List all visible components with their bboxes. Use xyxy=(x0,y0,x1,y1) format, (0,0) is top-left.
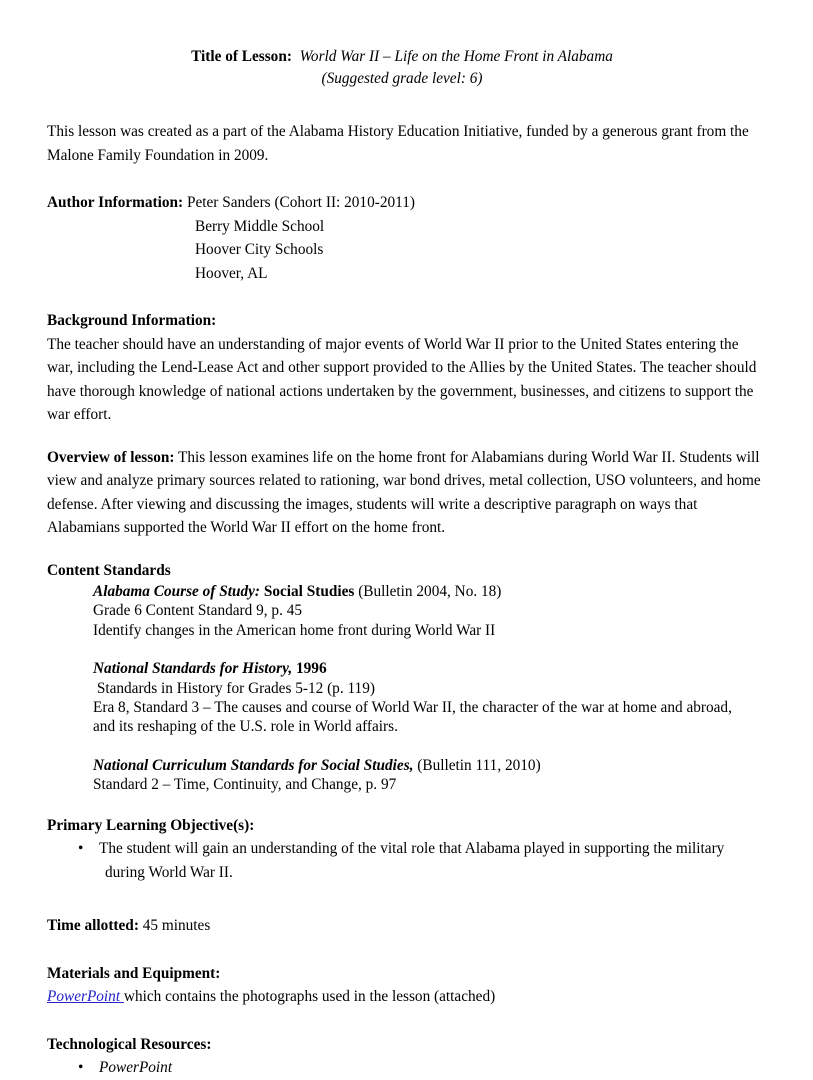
suggested-grade-value: 6) xyxy=(465,70,483,87)
title-block xyxy=(47,46,765,90)
objective-text xyxy=(99,837,765,884)
spacer xyxy=(47,90,765,114)
alabama-standard-description: Identify changes in the American home front during World War II xyxy=(93,621,496,639)
list-item xyxy=(47,1056,765,1080)
national-curriculum-standards-block xyxy=(47,756,765,795)
background-information-section xyxy=(47,309,765,427)
national-standards-history-grades: Standards in History for Grades 5-12 (p. 119) xyxy=(96,679,375,697)
lesson-title-text: World War II – Life on the Home Front in Alabama xyxy=(299,48,613,65)
author-name: Peter Sanders (Cohort II: 2010-2011) xyxy=(186,194,415,211)
background-information-heading: Background Information: xyxy=(47,312,217,329)
national-curriculum-standards-label: National Curriculum Standards for Social Studies, xyxy=(93,756,414,774)
list-item xyxy=(47,837,765,884)
overview-label: Overview of lesson: xyxy=(47,448,175,466)
overview-of-lesson-section xyxy=(47,446,765,540)
primary-learning-objectives-list xyxy=(47,837,765,884)
author-school: Berry Middle School xyxy=(195,217,325,235)
technological-resources-list xyxy=(47,1056,765,1080)
author-information-block xyxy=(47,191,765,285)
title-of-lesson-label: Title of Lesson: xyxy=(191,48,292,65)
spacer xyxy=(47,427,765,446)
materials-and-equipment-heading: Materials and Equipment: xyxy=(47,964,221,982)
content-standards-heading: Content Standards xyxy=(47,561,171,579)
time-allotted-label: Time allotted: xyxy=(47,917,139,935)
spacer xyxy=(47,737,765,756)
bullet-icon: • xyxy=(78,1059,84,1077)
alabama-grade-standard: Grade 6 Content Standard 9, p. 45 xyxy=(93,602,303,620)
background-information-body: The teacher should have an understanding of major events of World War II prior to the United States entering the war, including the Lend-Lease Act and other support provided to the Allies by the United States. The teacher should have thorough knowledge of national actions undertaken by the government, businesses, and citizens to support the war effort. xyxy=(47,335,757,423)
national-standards-history-label: National Standards for History, xyxy=(93,660,293,678)
document-body xyxy=(47,46,765,1080)
lesson-title-line xyxy=(47,46,757,68)
suggested-grade-line xyxy=(47,68,757,90)
spacer xyxy=(47,285,765,309)
alabama-course-of-study-title xyxy=(93,582,765,601)
national-standards-history-title xyxy=(93,659,765,678)
national-standards-history-block xyxy=(47,659,765,737)
national-standards-history-year: 1996 xyxy=(292,660,327,678)
author-name-row xyxy=(47,191,765,215)
materials-description: which contains the photographs used in the lesson (attached) xyxy=(123,988,496,1006)
spacer xyxy=(47,795,765,814)
spacer xyxy=(47,640,765,659)
author-district: Hoover City Schools xyxy=(195,241,324,258)
national-standards-history-era-line2: and its reshaping of the U.S. role in World affairs. xyxy=(93,718,398,736)
national-curriculum-bulletin-reference: (Bulletin 111, 2010) xyxy=(413,756,541,774)
suggested-grade-label: (Suggested grade level: xyxy=(321,70,466,87)
alabama-social-studies-label: Social Studies xyxy=(260,583,355,600)
alabama-course-of-study-label: Alabama Course of Study: xyxy=(93,583,261,600)
content-standards-section xyxy=(47,559,765,795)
primary-learning-objectives-heading: Primary Learning Objective(s): xyxy=(47,816,255,834)
technological-resource-item: PowerPoint xyxy=(99,1059,173,1077)
author-information-label: Author Information: xyxy=(47,194,184,211)
spacer xyxy=(47,540,765,559)
time-allotted-value: 45 minutes xyxy=(138,917,211,935)
alabama-bulletin-reference: (Bulletin 2004, No. 18) xyxy=(354,583,502,600)
materials-and-equipment-section xyxy=(47,962,765,1009)
national-curriculum-standard-description: Standard 2 – Time, Continuity, and Change, p. 97 xyxy=(93,776,397,794)
primary-learning-objectives-section xyxy=(47,814,765,885)
spacer xyxy=(47,1009,765,1033)
spacer xyxy=(47,938,765,962)
national-standards-history-era-line1: Era 8, Standard 3 – The causes and course of World War II, the character of the war at home and abroad, xyxy=(93,699,732,717)
overview-body: This lesson examines life on the home front for Alabamians during World War II. Students will view and analyze primary sources related to rationing, war bond drives, metal collection, USO volunteers, and home defense. After viewing and discussing the images, students will write a descriptive paragraph on ways that Alabamians supported the World War II effort on the home front. xyxy=(47,448,761,536)
powerpoint-link[interactable]: PowerPoint xyxy=(47,988,124,1006)
objective-line-1: The student will gain an understanding of the vital role that Alabama played in supporting the military xyxy=(99,840,725,858)
time-allotted-row xyxy=(47,914,765,938)
bullet-icon: • xyxy=(78,840,84,858)
alabama-course-of-study-block xyxy=(47,582,765,640)
objective-line-2: during World War II. xyxy=(105,863,233,881)
spacer xyxy=(47,167,765,191)
spacer xyxy=(47,884,765,908)
author-city: Hoover, AL xyxy=(195,264,268,282)
technological-resources-section xyxy=(47,1033,765,1080)
intro-paragraph: This lesson was created as a part of the Alabama History Education Initiative, funded by a generous grant from the Malone Family Foundation in 2009. xyxy=(47,123,749,164)
national-curriculum-standards-title xyxy=(93,756,765,775)
materials-and-equipment-body xyxy=(47,985,765,1009)
technological-resources-heading: Technological Resources: xyxy=(47,1035,212,1053)
